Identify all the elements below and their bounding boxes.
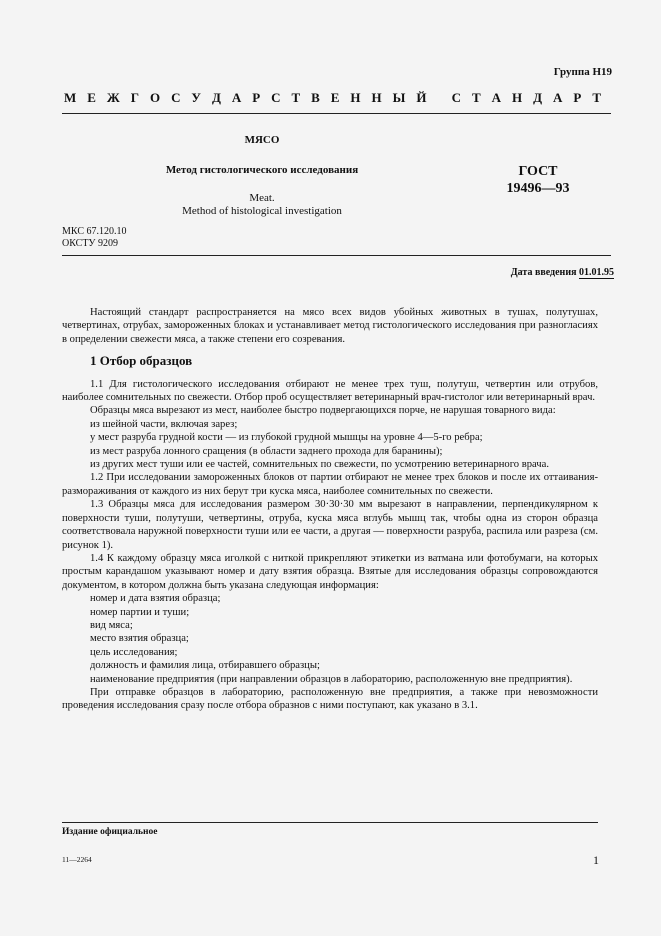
top-divider xyxy=(62,113,611,114)
banner-letter: Г xyxy=(130,90,139,105)
date-label: Дата введения xyxy=(510,267,577,278)
banner-letter: С xyxy=(271,90,281,105)
group-label: Группа Н19 xyxy=(553,66,612,78)
banner-letter: Н xyxy=(512,90,523,105)
banner-letter: Д xyxy=(533,90,543,105)
list-item: место взятия образца; xyxy=(90,633,189,645)
title-block xyxy=(62,134,462,217)
paragraph-1-3: 1.3 Образцы мяса для исследования размером 30·30·30 мм вырезают в направлении, перпендикулярном к поверхности туши, полутуши, четвертины, отруба, куска мяса вглубь мышц так, чтобы одна из сторон образца соответствовала наружной поверхности туши или ее части, а другая — поверхности разруба, распила или разреза (см. рисунок 1). xyxy=(62,499,598,551)
banner-letter: М xyxy=(64,90,77,105)
gost-code: 19496—93 xyxy=(506,181,570,196)
introduction-date xyxy=(511,267,614,278)
banner-letter: В xyxy=(311,90,320,105)
document-title: МЯСО xyxy=(244,134,280,146)
list-item: из мест разруба лонного сращения (в области заднего прохода для баранины); xyxy=(90,445,443,457)
list-item: наименование предприятия (при направлении образцов в лабораторию, расположенную вне предприятия). xyxy=(90,673,573,685)
section-heading: 1 Отбор образцов xyxy=(90,353,193,369)
banner-letter: Т xyxy=(291,90,301,105)
paragraph-1-4: 1.4 К каждому образцу мяса иголкой с ниткой прикрепляют этикетки из ватмана или фотобумаги, на которых простым карандашом указывают номер и дату взятия образца. Взятые для исследования образцы сопровождаются документом, в котором должна быть указана следующая информация: xyxy=(62,552,598,591)
paragraph-1-1-continued: Образцы мяса вырезают из мест, наиболее быстро подвергающихся порче, не нарушая товарного вида: xyxy=(90,405,556,417)
gost-number xyxy=(478,163,598,197)
banner-letter: Н xyxy=(350,90,361,105)
middle-divider xyxy=(62,255,611,256)
banner-letter: Р xyxy=(573,90,582,105)
list-item: номер партии и туши; xyxy=(90,606,190,618)
english-title: Meat. xyxy=(249,192,275,204)
page-number: 1 xyxy=(593,853,599,867)
list-item: у мест разруба грудной кости — из глубокой грудной мышцы на уровне 4—5-го ребра; xyxy=(90,432,483,444)
mks-code: МКС 67.120.10 xyxy=(62,226,127,237)
banner-letter: А xyxy=(491,90,502,105)
list-item: из шейной части, включая зарез; xyxy=(90,418,238,430)
banner-letter: А xyxy=(231,90,242,105)
date-value: 01.01.95 xyxy=(579,267,614,278)
list-item: цель исследования; xyxy=(90,646,178,658)
classification-codes xyxy=(62,226,126,250)
banner-letter: О xyxy=(149,90,161,105)
standard-banner xyxy=(64,90,601,106)
list-item: вид мяса; xyxy=(90,619,133,631)
banner-letter: Е xyxy=(330,90,340,105)
intro-paragraph: Настоящий стандарт распространяется на мясо всех видов убойных животных в тушах, полутушах, четвертинах, отрубах, замороженных блоках и устанавливает метод гистологического исследования при разногласиях в определении свежести мяса, а также степени его созревания. xyxy=(62,307,598,345)
list-item: должность и фамилия лица, отбиравшего образцы; xyxy=(90,660,320,672)
okstu-code: ОКСТУ 9209 xyxy=(62,238,119,249)
banner-letter: Ы xyxy=(392,90,406,105)
list-item: из других мест туши или ее частей, сомнительных по свежести, по усмотрению ветеринарного врача. xyxy=(90,459,549,471)
banner-letter: Д xyxy=(211,90,221,105)
banner-letter: У xyxy=(191,90,201,105)
banner-letter: Р xyxy=(252,90,261,105)
banner-letter: Ж xyxy=(106,90,120,105)
bottom-divider xyxy=(62,822,598,823)
paragraph-1-1: 1.1 Для гистологического исследования отбирают не менее трех туш, полутуш, четвертин или отрубов, наиболее сомнительных по свежести. Отбор проб осуществляет ветеринарный врач-гистолог или ветеринарный врач. xyxy=(62,378,598,404)
closing-paragraph: При отправке образцов в лабораторию, расположенную вне предприятия, а также при невозможности проведения исследования сразу после отбора образнов с ними поступают, как указано в 3.1. xyxy=(62,686,598,712)
banner-letter: Н xyxy=(371,90,382,105)
banner-letter: С xyxy=(451,90,462,105)
print-code: 11—2264 xyxy=(62,855,92,864)
banner-letter: Е xyxy=(87,90,96,105)
edition-note: Издание официальное xyxy=(62,827,158,837)
banner-letter: Й xyxy=(416,90,427,105)
english-subtitle: Method of histological investigation xyxy=(182,205,342,217)
banner-letter: Т xyxy=(472,90,481,105)
banner-letter: А xyxy=(553,90,563,105)
document-body xyxy=(62,306,598,713)
paragraph-1-2: 1.2 При исследовании замороженных блоков от партии отбирают не менее трех блоков и после их оттаивания-размораживания от каждого из них берут три куска мяса, наиболее сомнительных по свежести. xyxy=(62,472,598,497)
document-subtitle: Метод гистологического исследования xyxy=(165,164,359,176)
banner-letter: С xyxy=(171,90,181,105)
banner-gap xyxy=(437,90,440,106)
gost-label: ГОСТ xyxy=(518,164,558,179)
banner-letter: Т xyxy=(592,90,601,105)
list-item: номер и дата взятия образца; xyxy=(90,593,221,605)
